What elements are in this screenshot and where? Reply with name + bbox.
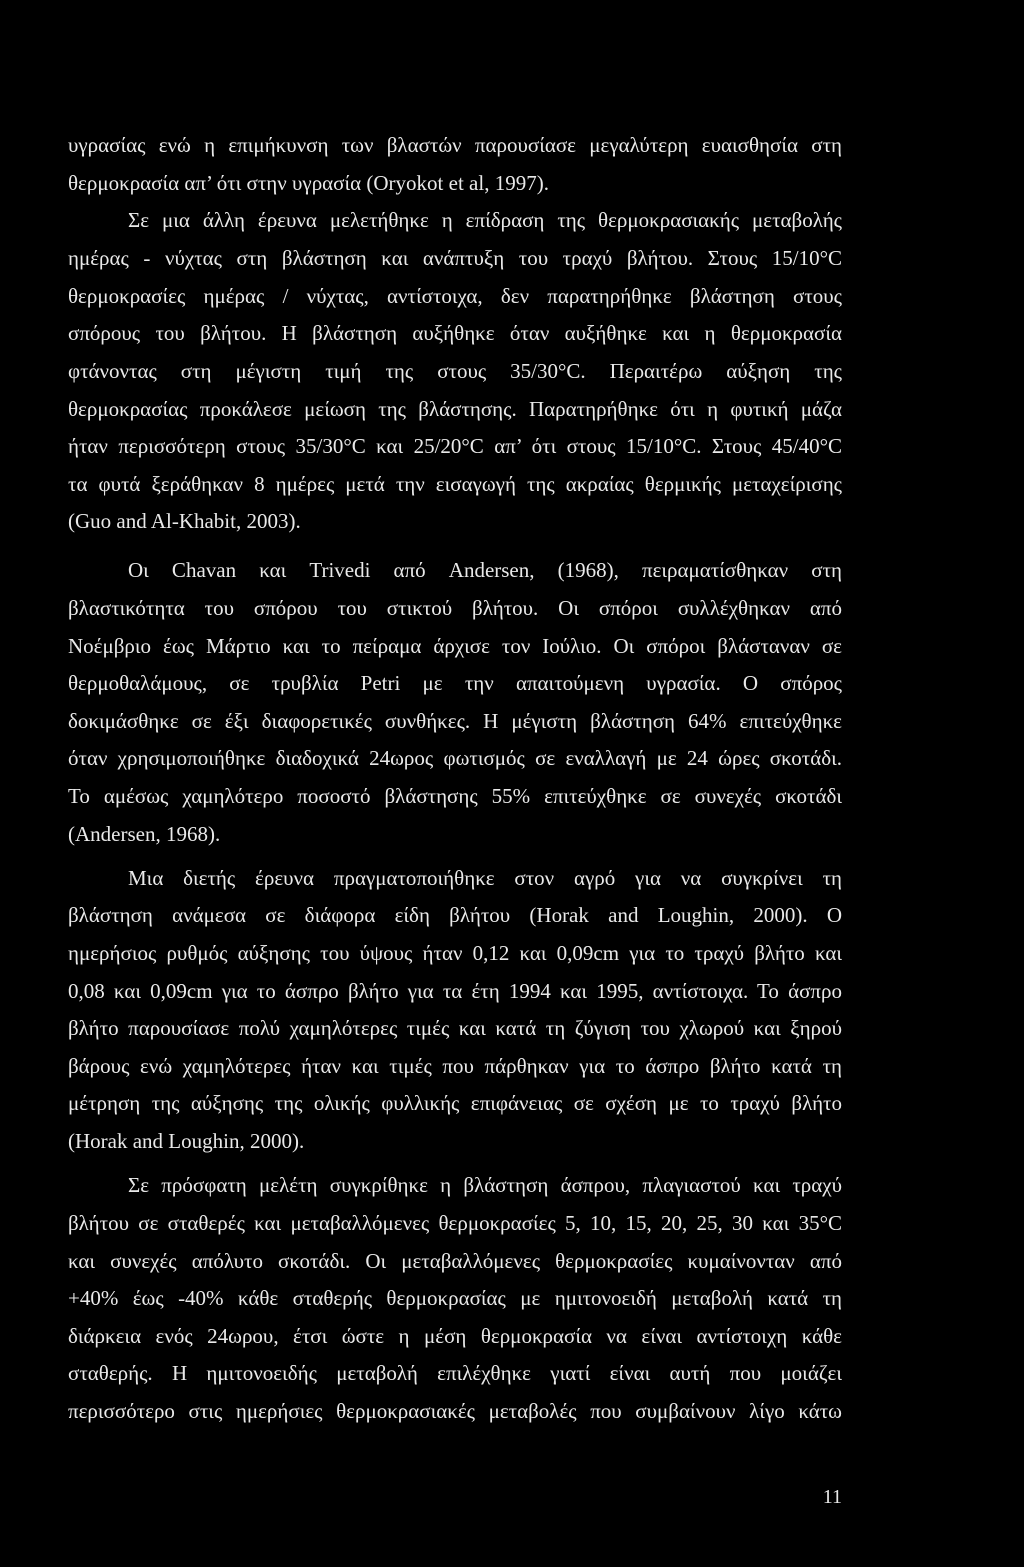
text-line: Μια διετής έρευνα πραγματοποιήθηκε στον αγρό για να συγκρίνει τη xyxy=(128,866,842,890)
text-line: (Horak and Loughin, 2000). xyxy=(68,1129,305,1153)
text-line: θερμοκρασίας προκάλεσε μείωση της βλάστησης. Παρατηρήθηκε ότι η φυτική μάζα xyxy=(68,397,842,421)
text-line: τα φυτά ξεράθηκαν 8 ημέρες μετά την εισαγωγή της ακραίας θερμικής μεταχείρισης xyxy=(68,472,842,496)
text-line: +40% έως -40% κάθε σταθερής θερμοκρασίας με ημιτονοειδή μεταβολή κατά τη xyxy=(68,1286,842,1310)
text-line: σπόρους του βλήτου. Η βλάστηση αυξήθηκε όταν αυξήθηκε και η θερμοκρασία xyxy=(68,321,842,345)
text-line: Οι Chavan και Trivedi από Andersen, (1968), πειραματίσθηκαν στη xyxy=(128,558,842,582)
page-number: 11 xyxy=(822,1486,842,1508)
text-line: υγρασίας ενώ η επιμήκυνση των βλαστών παρουσίασε μεγαλύτερη ευαισθησία στη xyxy=(68,133,842,157)
text-line: όταν χρησιμοποιήθηκε διαδοχικά 24ωρος φωτισμός σε εναλλαγή με 24 ώρες σκοτάδι. xyxy=(68,746,842,770)
text-line: (Guo and Al-Khabit, 2003). xyxy=(68,509,301,533)
text-line: θερμοκρασία απ’ ότι στην υγρασία (Oryokot et al, 1997). xyxy=(68,171,549,195)
text-line: Σε μια άλλη έρευνα μελετήθηκε η επίδραση της θερμοκρασιακής μεταβολής xyxy=(128,208,842,232)
text-line: περισσότερο στις ημερήσιες θερμοκρασιακές μεταβολές που συμβαίνουν λίγο κάτω xyxy=(68,1399,842,1423)
text-line: δοκιμάσθηκε σε έξι διαφορετικές συνθήκες. Η μέγιστη βλάστηση 64% επιτεύχθηκε xyxy=(68,709,842,733)
text-line: Το αμέσως χαμηλότερο ποσοστό βλάστησης 55% επιτεύχθηκε σε συνεχές σκοτάδι xyxy=(68,784,842,808)
text-line: 0,08 και 0,09cm για το άσπρο βλήτο για τα έτη 1994 και 1995, αντίστοιχα. Το άσπρο xyxy=(68,979,842,1003)
text-line: θερμοκρασίες ημέρας / νύχτας, αντίστοιχα, δεν παρατηρήθηκε βλάστηση στους xyxy=(68,284,842,308)
text-line: βλάστηση ανάμεσα σε διάφορα είδη βλήτου (Horak and Loughin, 2000). Ο xyxy=(68,903,842,927)
text-line: ημερήσιος ρυθμός αύξησης του ύψους ήταν 0,12 και 0,09cm για το τραχύ βλήτο και xyxy=(68,941,842,965)
text-line: διάρκεια ενός 24ωρου, έτσι ώστε η μέση θερμοκρασία να είναι αντίστοιχη κάθε xyxy=(68,1324,842,1348)
text-line: ήταν περισσότερη στους 35/30°C και 25/20°C απ’ ότι στους 15/10°C. Στους 45/40°C xyxy=(68,434,842,458)
text-line: βάρους ενώ χαμηλότερες ήταν και τιμές που πάρθηκαν για το άσπρο βλήτο κατά τη xyxy=(68,1054,842,1078)
text-line: μέτρηση της αύξησης της ολικής φυλλικής επιφάνειας σε σχέση με το τραχύ βλήτο xyxy=(68,1091,842,1115)
text-line: και συνεχές απόλυτο σκοτάδι. Οι μεταβαλλόμενες θερμοκρασίες κυμαίνονταν από xyxy=(68,1249,842,1273)
text-line: (Andersen, 1968). xyxy=(68,822,221,846)
text-line: σταθερής. Η ημιτονοειδής μεταβολή επιλέχθηκε γιατί είναι αυτή που μοιάζει xyxy=(68,1361,842,1385)
text-line: ημέρας - νύχτας στη βλάστηση και ανάπτυξη του τραχύ βλήτου. Στους 15/10°C xyxy=(68,246,842,270)
text-line: θερμοθαλάμους, σε τρυβλία Petri με την απαιτούμενη υγρασία. Ο σπόρος xyxy=(68,671,842,695)
text-line: Νοέμβριο έως Μάρτιο και το πείραμα άρχισε τον Ιούλιο. Οι σπόροι βλάσταναν σε xyxy=(68,634,842,658)
text-line: φτάνοντας στη μέγιστη τιμή της στους 35/30°C. Περαιτέρω αύξηση της xyxy=(68,359,842,383)
text-line: βλαστικότητα του σπόρου του στικτού βλήτου. Οι σπόροι συλλέχθηκαν από xyxy=(68,596,842,620)
text-line: βλήτο παρουσίασε πολύ χαμηλότερες τιμές και κατά τη ζύγιση του χλωρού και ξηρού xyxy=(68,1016,842,1040)
text-line: Σε πρόσφατη μελέτη συγκρίθηκε η βλάστηση άσπρου, πλαγιαστού και τραχύ xyxy=(128,1173,842,1197)
text-line: βλήτου σε σταθερές και μεταβαλλόμενες θερμοκρασίες 5, 10, 15, 20, 25, 30 και 35°C xyxy=(68,1211,842,1235)
